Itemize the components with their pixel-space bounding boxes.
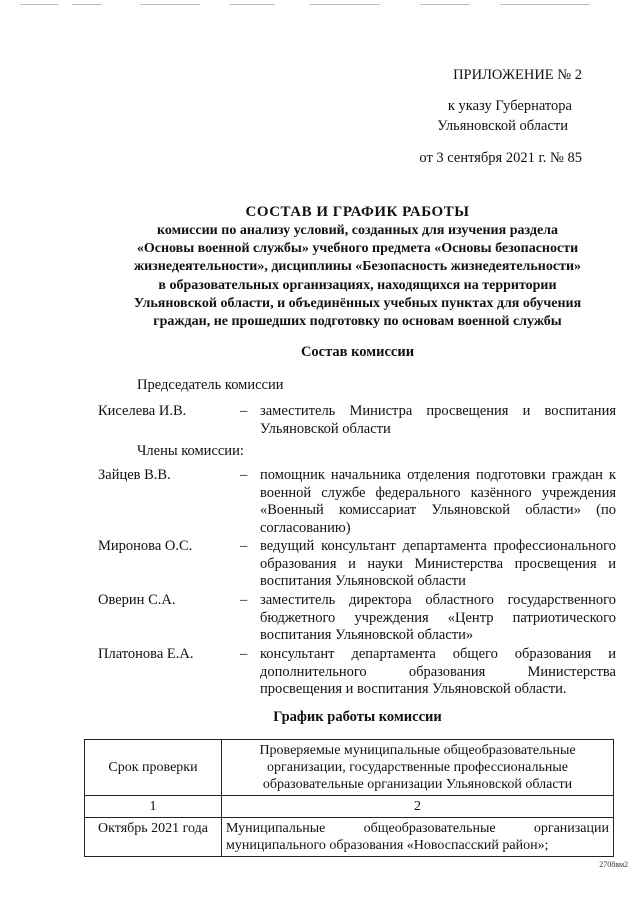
member-dash: –: [240, 646, 248, 662]
table-numbering-row: [85, 796, 614, 818]
scan-top-marks: [20, 4, 620, 12]
schedule-heading: График работы комиссии: [273, 709, 442, 725]
composition-heading: Состав комиссии: [300, 344, 415, 360]
table-header-row: [85, 740, 614, 796]
header-orgs: Проверяемые муниципальные общеобразовательные организации, государственные профессиональные образовательные организации Ульяновской области: [222, 740, 614, 796]
member-name: Платонова Е.А.: [98, 646, 194, 662]
member-name: Зайцев В.В.: [98, 467, 171, 483]
schedule-table: [84, 739, 614, 857]
main-title: СОСТАВ И ГРАФИК РАБОТЫ: [245, 204, 470, 220]
row-term: Октябрь 2021 года: [85, 818, 222, 857]
appendix-decree: к указу Губернатора: [447, 98, 572, 114]
footer-code: 2708вм2: [599, 860, 628, 869]
member-dash: –: [240, 538, 248, 554]
member-dash: –: [240, 592, 248, 608]
title-line: в образовательных организациях, находящихся на территории: [158, 277, 557, 293]
document-title: [85, 202, 630, 331]
appendix-number: ПРИЛОЖЕНИЕ № 2: [453, 67, 582, 83]
member-role: помощник начальника отделения подготовки граждан к военной службе федерального казённого учреждения «Военный комиссариат Ульяновской области» (по согласованию): [260, 467, 616, 536]
title-line: граждан, не прошедших подготовку по основам военной службы: [153, 314, 562, 330]
member-role: заместитель директора областного государственного бюджетного учреждения «Центр патриотического воспитания Ульяновской области»: [260, 592, 616, 643]
member-role: консультант департамента общего образования и дополнительного образования Министерства просвещения и воспитания Ульяновской области.: [260, 646, 616, 697]
title-line: «Основы военной службы» учебного предмета «Основы безопасности: [136, 241, 579, 257]
header-term: Срок проверки: [85, 740, 222, 796]
member-name: Миронова О.С.: [98, 538, 193, 554]
member-role: заместитель Министра просвещения и воспитания Ульяновской области: [260, 403, 616, 437]
member-name: Оверин С.А.: [98, 592, 176, 608]
numbering-col2: 2: [222, 796, 614, 818]
chairman-label: Председатель комиссии: [137, 377, 284, 393]
member-name: Киселева И.В.: [98, 403, 187, 419]
member-dash: –: [240, 403, 248, 419]
appendix-region: Ульяновской области: [437, 118, 568, 134]
title-line: жизнедеятельности», дисциплины «Безопасность жизнедеятельности»: [133, 259, 582, 275]
title-line: Ульяновской области, и объединённых учебных пунктах для обучения: [133, 295, 582, 311]
title-line: комиссии по анализу условий, созданных для изучения раздела: [156, 223, 559, 238]
member-dash: –: [240, 467, 248, 483]
row-orgs: Муниципальные общеобразовательные организации муниципального образования «Новоспасский район»;: [222, 818, 614, 857]
members-label: Члены комиссии:: [137, 443, 244, 459]
member-role: ведущий консультант департамента профессионального образования и науки Министерства просвещения и воспитания Ульяновской области: [260, 538, 616, 589]
table-row: [85, 818, 614, 857]
appendix-date: от 3 сентября 2021 г. № 85: [419, 150, 582, 166]
numbering-col1: 1: [85, 796, 222, 818]
